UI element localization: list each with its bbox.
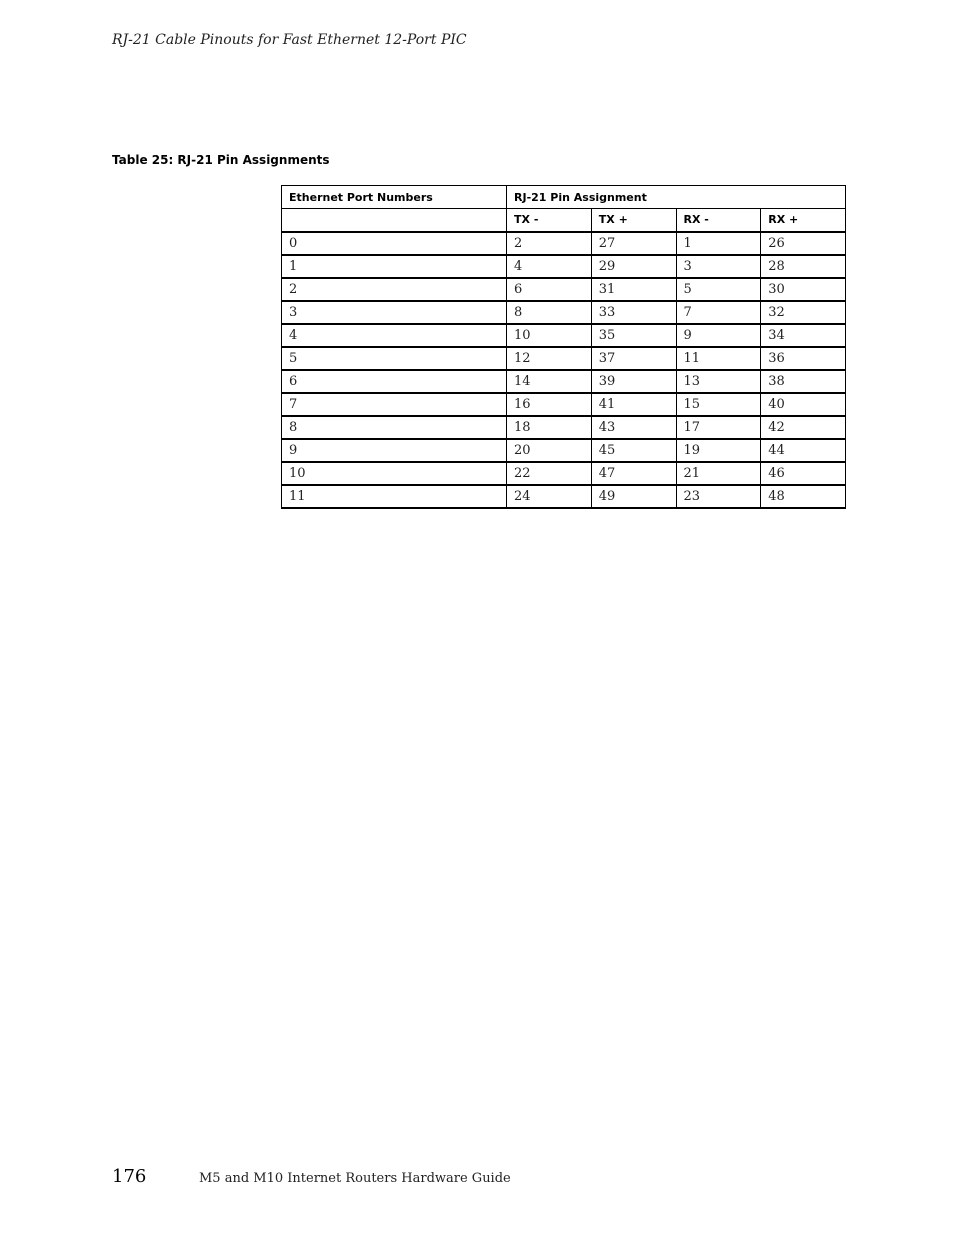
rx-plus-cell: 28 (761, 255, 846, 278)
tx-plus-cell: 41 (591, 393, 676, 416)
port-number-cell: 4 (282, 324, 507, 347)
port-number-cell: 0 (282, 232, 507, 255)
tx-plus-cell: 29 (591, 255, 676, 278)
tx-minus-cell: 12 (507, 347, 592, 370)
rx-plus-cell: 26 (761, 232, 846, 255)
table-caption: Table 25: RJ-21 Pin Assignments (112, 153, 330, 167)
page-footer (112, 1166, 511, 1187)
table-body (282, 232, 846, 508)
table-row (282, 232, 846, 255)
port-number-cell: 8 (282, 416, 507, 439)
rx-minus-cell: 19 (676, 439, 761, 462)
table-row (282, 255, 846, 278)
tx-plus-cell: 37 (591, 347, 676, 370)
tx-minus-cell: 18 (507, 416, 592, 439)
rx-minus-cell: 5 (676, 278, 761, 301)
table-row (282, 485, 846, 508)
port-number-cell: 2 (282, 278, 507, 301)
table-row (282, 301, 846, 324)
tx-plus-cell: 47 (591, 462, 676, 485)
table-header-row (282, 186, 846, 209)
tx-plus-cell: 31 (591, 278, 676, 301)
port-number-cell: 3 (282, 301, 507, 324)
port-number-cell: 10 (282, 462, 507, 485)
header-port-numbers: Ethernet Port Numbers (282, 186, 507, 209)
subheader-tx-plus: TX + (591, 209, 676, 232)
tx-minus-cell: 2 (507, 232, 592, 255)
tx-plus-cell: 39 (591, 370, 676, 393)
rx-minus-cell: 17 (676, 416, 761, 439)
tx-minus-cell: 16 (507, 393, 592, 416)
tx-minus-cell: 22 (507, 462, 592, 485)
rx-minus-cell: 13 (676, 370, 761, 393)
rx-minus-cell: 23 (676, 485, 761, 508)
tx-plus-cell: 27 (591, 232, 676, 255)
rx-plus-cell: 44 (761, 439, 846, 462)
table-subheader-row (282, 209, 846, 232)
running-header: RJ-21 Cable Pinouts for Fast Ethernet 12-Port PIC (112, 32, 467, 48)
port-number-cell: 9 (282, 439, 507, 462)
rx-minus-cell: 21 (676, 462, 761, 485)
tx-plus-cell: 33 (591, 301, 676, 324)
tx-minus-cell: 24 (507, 485, 592, 508)
port-number-cell: 1 (282, 255, 507, 278)
subheader-rx-plus: RX + (761, 209, 846, 232)
tx-plus-cell: 35 (591, 324, 676, 347)
rx-minus-cell: 11 (676, 347, 761, 370)
table-row (282, 278, 846, 301)
rx-minus-cell: 3 (676, 255, 761, 278)
rx-plus-cell: 30 (761, 278, 846, 301)
tx-minus-cell: 8 (507, 301, 592, 324)
rx-minus-cell: 15 (676, 393, 761, 416)
table-row (282, 393, 846, 416)
header-empty-cell (282, 209, 507, 232)
subheader-rx-minus: RX - (676, 209, 761, 232)
tx-plus-cell: 43 (591, 416, 676, 439)
rx-minus-cell: 7 (676, 301, 761, 324)
tx-minus-cell: 14 (507, 370, 592, 393)
rx-minus-cell: 1 (676, 232, 761, 255)
subheader-tx-minus: TX - (507, 209, 592, 232)
tx-plus-cell: 45 (591, 439, 676, 462)
port-number-cell: 11 (282, 485, 507, 508)
tx-plus-cell: 49 (591, 485, 676, 508)
port-number-cell: 5 (282, 347, 507, 370)
table-row (282, 324, 846, 347)
tx-minus-cell: 20 (507, 439, 592, 462)
rx-plus-cell: 32 (761, 301, 846, 324)
port-number-cell: 7 (282, 393, 507, 416)
rx-plus-cell: 34 (761, 324, 846, 347)
rx-plus-cell: 36 (761, 347, 846, 370)
rx-plus-cell: 40 (761, 393, 846, 416)
rx-plus-cell: 48 (761, 485, 846, 508)
page-number: 176 (112, 1166, 147, 1187)
rx-plus-cell: 46 (761, 462, 846, 485)
rx-minus-cell: 9 (676, 324, 761, 347)
header-pin-assignment: RJ-21 Pin Assignment (507, 186, 846, 209)
table-row (282, 416, 846, 439)
tx-minus-cell: 4 (507, 255, 592, 278)
table-row (282, 439, 846, 462)
table-row (282, 370, 846, 393)
table-row (282, 347, 846, 370)
port-number-cell: 6 (282, 370, 507, 393)
rx-plus-cell: 42 (761, 416, 846, 439)
rx-plus-cell: 38 (761, 370, 846, 393)
document-title: M5 and M10 Internet Routers Hardware Guide (199, 1171, 511, 1186)
table-row (282, 462, 846, 485)
tx-minus-cell: 6 (507, 278, 592, 301)
pin-assignment-table (281, 185, 846, 509)
tx-minus-cell: 10 (507, 324, 592, 347)
